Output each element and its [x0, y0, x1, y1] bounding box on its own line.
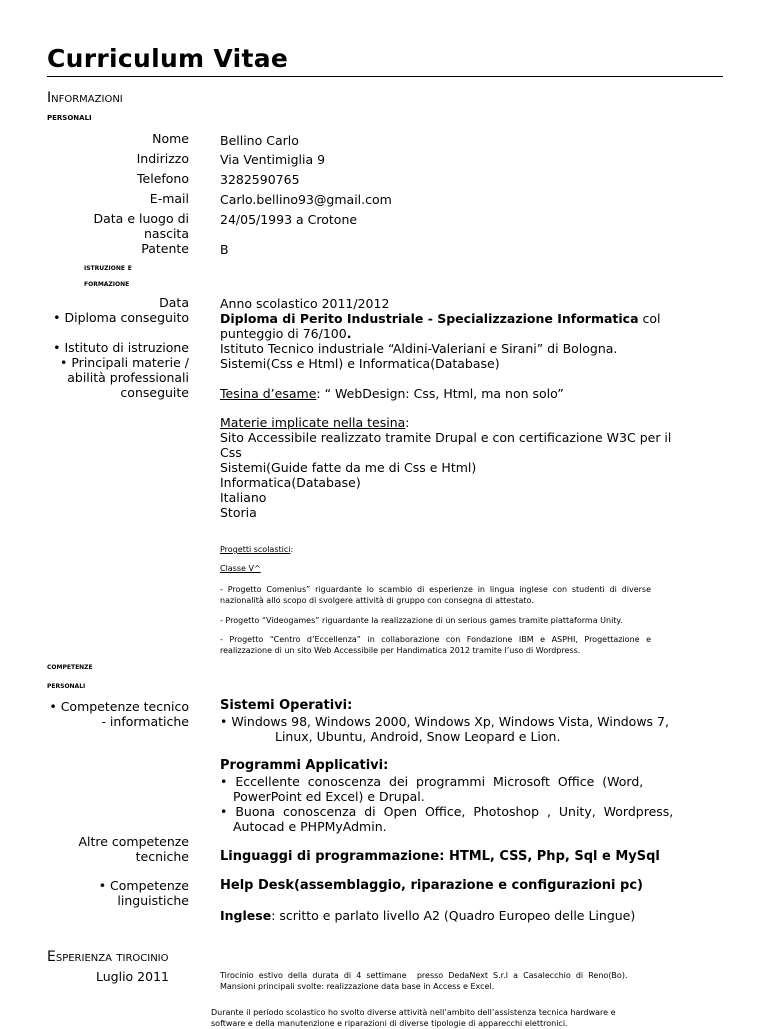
section-competenze-line1: competenze: [47, 662, 93, 671]
label-materie-line2: abilità professionali: [67, 370, 189, 385]
implicate-item: Sito Accessibile realizzato tramite Drupal e con certificazione W3C per il: [220, 430, 672, 445]
section-esperienza: Esperienza tirocinio: [47, 949, 169, 965]
diploma-col: col: [638, 311, 661, 326]
section-info-line2: personali: [47, 112, 92, 123]
label-materie-line3: conseguite: [120, 385, 189, 400]
diploma-score: punteggio di 76/100: [220, 326, 347, 341]
progetti-label: Progetti scolastici: [220, 545, 291, 554]
tesina: [220, 386, 564, 401]
attivita-line2: software e della manutenzione e riparazioni di diverse tipologie di apparecchi elettronici.: [211, 1019, 568, 1028]
label-tec-line1: • Competenze tecnico: [49, 699, 189, 714]
label-email: E-mail: [149, 191, 189, 206]
page-title: Curriculum Vitae: [47, 44, 289, 73]
title-divider: [47, 76, 723, 77]
diploma-title: Diploma di Perito Industriale - Specializzazione Informatica: [220, 311, 639, 326]
section-istruzione-line1: istruzione e: [84, 263, 132, 272]
progetto-eccellenza: - Progetto “Centro d’Eccellenza” in collaborazione con Fondazione IBM e ASPHI, Progettazione e realizzazione di un sito Web Accessibile per Handimatica 2012 tramite l’uso di Wordpress.: [220, 635, 651, 655]
label-altre-line1: Altre competenze: [78, 834, 189, 849]
materie-implicate: [220, 415, 700, 520]
section-competenze-line2: personali: [47, 681, 86, 690]
label-data: Data: [159, 295, 189, 310]
help-desk: Help Desk(assemblaggio, riparazione e configurazioni pc): [220, 878, 643, 893]
diploma-dot: .: [346, 326, 352, 341]
programmi-line4: Autocad e PHPMyAdmin.: [233, 819, 387, 834]
value-materie: Sistemi(Css e Html) e Informatica(Database): [220, 356, 500, 371]
label-telefono: Telefono: [137, 171, 189, 186]
tesina-value: : “ WebDesign: Css, Html, ma non solo”: [316, 386, 564, 401]
label-altre-competenze: [48, 834, 189, 864]
value-data: Anno scolastico 2011/2012: [220, 296, 390, 311]
implicate-item: Sistemi(Guide fatte da me di Css e Html): [220, 460, 477, 475]
inglese-label: Inglese: [220, 908, 272, 923]
programmi-line2: PowerPoint ed Excel) e Drupal.: [233, 789, 425, 804]
attivita-line1: Durante il periodo scolastico ho svolto diverse attività nell’ambito dell’assistenza tecnica hardware e: [211, 1008, 616, 1017]
value-istituto: Istituto Tecnico industriale “Aldini-Valeriani e Sirani” di Bologna.: [220, 341, 618, 356]
implicate-item: Css: [220, 445, 242, 460]
implicate-item: Storia: [220, 505, 257, 520]
value-nascita: 24/05/1993 a Crotone: [220, 212, 358, 227]
section-istruzione-line2: formazione: [84, 279, 130, 288]
label-ling-line1: • Competenze: [98, 878, 189, 893]
implicate-label: Materie implicate nella tesina: [220, 415, 406, 430]
sistemi-operativi-line1: • Windows 98, Windows 2000, Windows Xp, Windows Vista, Windows 7,: [220, 714, 669, 729]
sistemi-operativi-title: Sistemi Operativi:: [220, 698, 353, 713]
label-tec-line2: - informatiche: [101, 714, 189, 729]
value-nome: Bellino Carlo: [220, 133, 299, 148]
value-telefono: 3282590765: [220, 172, 300, 187]
label-istituto: • Istituto di istruzione: [53, 340, 189, 355]
implicate-item: Informatica(Database): [220, 475, 361, 490]
implicate-colon: :: [405, 415, 410, 430]
progetti-heading: [220, 544, 293, 555]
label-patente: Patente: [141, 241, 189, 256]
label-competenze-linguistiche: [48, 878, 189, 908]
value-diploma: [220, 311, 720, 341]
label-competenze-tecnico: [48, 699, 189, 729]
inglese-value: : scritto e parlato livello A2 (Quadro Europeo delle Lingue): [271, 908, 636, 923]
label-nascita-line1: Data e luogo di: [93, 211, 189, 226]
progetti-classe: Classe V^: [220, 564, 261, 573]
section-info-heading: [47, 90, 123, 106]
programmi-line3: • Buona conoscenza di Open Office, Photoshop , Unity, Wordpress,: [220, 804, 674, 819]
label-nome: Nome: [152, 131, 189, 146]
section-info-line1: Informazioni: [47, 90, 123, 106]
label-ling-line2: linguistiche: [117, 893, 189, 908]
label-materie: [48, 355, 189, 400]
value-indirizzo: Via Ventimiglia 9: [220, 152, 326, 167]
progetto-comenius: - Progetto Comenius” riguardante lo scambio di esperienze in lingua inglese con studenti di diverse nazionalità allo scopo di svolgere attività di gruppo con consegna di attestato.: [220, 585, 651, 605]
inglese: [220, 908, 635, 923]
value-email: Carlo.bellino93@gmail.com: [220, 192, 392, 207]
programmi-applicativi-title: Programmi Applicativi:: [220, 758, 389, 773]
progetti-colon: :: [290, 545, 294, 554]
value-patente: B: [220, 242, 229, 257]
label-nascita: [48, 211, 189, 241]
esperienza-date: Luglio 2011: [96, 969, 169, 984]
sistemi-operativi-line2: Linux, Ubuntu, Android, Snow Leopard e Lion.: [275, 729, 561, 744]
tirocinio-line1: Tirocinio estivo della durata di 4 settimane presso DedaNext S.r.l a Casalecchio di Reno(Bo).: [220, 971, 628, 980]
label-diploma: • Diploma conseguito: [53, 310, 189, 325]
progetto-videogames: - Progetto “Videogames” riguardante la realizzazione di un serious games tramite piattaforma Unity.: [220, 616, 623, 625]
programmi-line1: • Eccellente conoscenza dei programmi Microsoft Office (Word,: [220, 774, 644, 789]
tesina-label: Tesina d’esame: [220, 386, 317, 401]
label-indirizzo: Indirizzo: [136, 151, 189, 166]
tirocinio-line2: Mansioni principali svolte: realizzazione data base in Access e Excel.: [220, 982, 495, 991]
label-materie-line1: • Principali materie /: [60, 355, 189, 370]
implicate-item: Italiano: [220, 490, 267, 505]
linguaggi-programmazione: Linguaggi di programmazione: HTML, CSS, Php, Sql e MySql: [220, 849, 660, 864]
label-nascita-line2: nascita: [143, 226, 189, 241]
label-altre-line2: tecniche: [135, 849, 189, 864]
